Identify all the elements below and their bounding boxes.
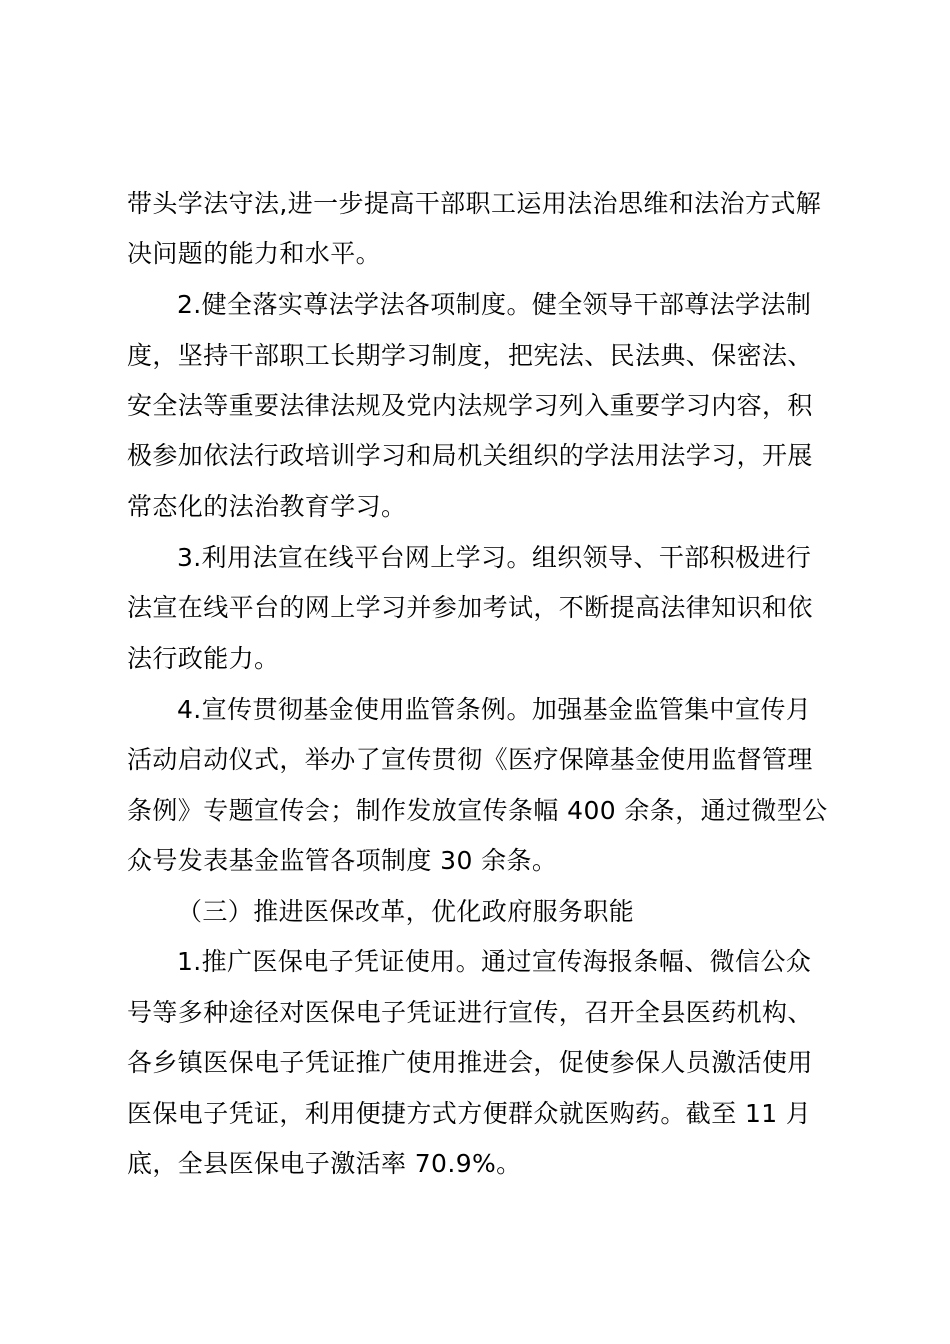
paragraph-line: 常态化的法治教育学习。 (127, 492, 407, 521)
paragraph-line: 医保电子凭证，利用便捷方式方便群众就医购药。截至 11 月 (127, 1099, 812, 1128)
paragraph-line: 法宣在线平台的网上学习并参加考试，不断提高法律知识和依 (127, 593, 813, 622)
paragraph-line: 安全法等重要法律法规及党内法规学习列入重要学习内容，积 (127, 391, 813, 420)
paragraph-line: 底，全县医保电子激活率 70.9%。 (127, 1149, 522, 1178)
paragraph-line: 条例》专题宣传会；制作发放宣传条幅 400 余条，通过微型公 (127, 796, 828, 825)
paragraph-line: 各乡镇医保电子凭证推广使用推进会，促使参保人员激活使用 (127, 1048, 813, 1077)
paragraph-line: 1.推广医保电子凭证使用。通过宣传海报条幅、微信公众 (177, 947, 812, 976)
paragraph-line: 带头学法守法,进一步提高干部职工运用法治思维和法治方式解 (127, 189, 822, 218)
section-heading: （三）推进医保改革，优化政府服务职能 (177, 897, 635, 926)
paragraph-line: 决问题的能力和水平。 (127, 239, 382, 268)
paragraph-line: 极参加依法行政培训学习和局机关组织的学法用法学习，开展 (127, 441, 813, 470)
paragraph-line: 4.宣传贯彻基金使用监管条例。加强基金监管集中宣传月 (177, 695, 812, 724)
paragraph-line: 3.利用法宣在线平台网上学习。组织领导、干部积极进行 (177, 543, 812, 572)
paragraph-line: 号等多种途径对医保电子凭证进行宣传，召开全县医药机构、 (127, 998, 813, 1027)
paragraph-line: 活动启动仪式，举办了宣传贯彻《医疗保障基金使用监督管理 (127, 745, 813, 774)
paragraph-line: 法行政能力。 (127, 644, 280, 673)
paragraph-line: 度，坚持干部职工长期学习制度，把宪法、民法典、保密法、 (127, 341, 813, 370)
paragraph-line: 众号发表基金监管各项制度 30 余条。 (127, 846, 558, 875)
paragraph-line: 2.健全落实尊法学法各项制度。健全领导干部尊法学法制 (177, 290, 812, 319)
